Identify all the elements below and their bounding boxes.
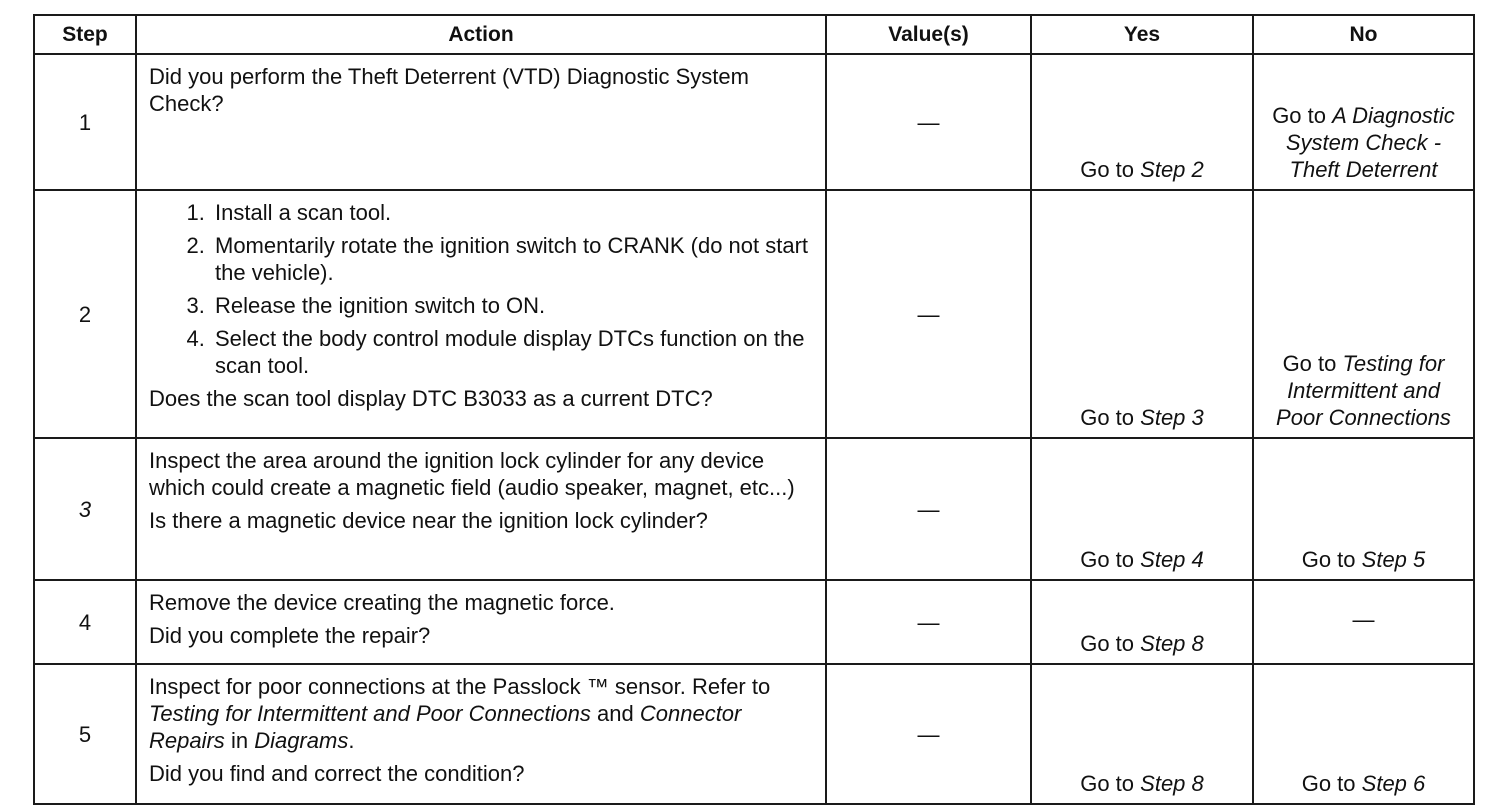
no-cell [1253,54,1474,190]
value-cell: — [826,580,1031,664]
step-number: 2 [34,190,136,438]
step-number: 1 [34,54,136,190]
value-cell: — [826,664,1031,804]
table-row [34,190,1474,438]
no-cell [1253,190,1474,438]
list-item: 4. Select the body control module display DTCs function on the scan tool. [211,325,815,379]
header-values: Value(s) [826,15,1031,54]
value-cell: — [826,190,1031,438]
action-cell [136,54,826,190]
yes-prefix: Go to [1080,547,1135,572]
table-row [34,438,1474,580]
no-link[interactable]: A Diagnostic System Check - Theft Deterrent [1285,103,1455,182]
yes-cell [1031,438,1253,580]
no-prefix: Go to [1282,351,1337,376]
no-prefix: Go to [1301,547,1356,572]
action-question: Did you find and correct the condition? [149,761,525,786]
diagnostic-table [33,14,1475,805]
step-number: 4 [34,580,136,664]
list-item: 2. Momentarily rotate the ignition switch to CRANK (do not start the vehicle). [211,232,815,286]
action-text-part: . [348,728,355,753]
action-text: Inspect the area around the ignition lock cylinder for any device which could create a magnetic field (audio speaker, magnet, etc...) [149,448,795,500]
header-no: No [1253,15,1474,54]
action-text: Remove the device creating the magnetic force. [149,590,615,615]
table-row [34,580,1474,664]
value-cell: — [826,54,1031,190]
yes-link[interactable]: Step 8 [1140,631,1204,656]
value-cell: — [826,438,1031,580]
yes-cell [1031,580,1253,664]
list-item: 3. Release the ignition switch to ON. [211,292,815,319]
yes-prefix: Go to [1080,157,1135,182]
no-cell [1253,664,1474,804]
yes-link[interactable]: Step 2 [1140,157,1204,182]
action-question: Does the scan tool display DTC B3033 as a current DTC? [149,386,713,411]
action-text: Did you perform the Theft Deterrent (VTD) Diagnostic System Check? [149,64,749,116]
yes-cell [1031,664,1253,804]
yes-prefix: Go to [1080,631,1135,656]
action-cell [136,190,826,438]
action-link[interactable]: Testing for Intermittent and Poor Connections [149,701,591,726]
action-text-part: in [230,728,249,753]
action-text-part: Inspect for poor connections at the Passlock ™ sensor. Refer to [149,674,771,699]
yes-cell [1031,54,1253,190]
table-row [34,54,1474,190]
no-link[interactable]: Step 6 [1361,771,1426,796]
table-row [34,664,1474,804]
yes-prefix: Go to [1080,771,1135,796]
no-link[interactable]: Step 5 [1361,547,1426,572]
action-question: Is there a magnetic device near the ignition lock cylinder? [149,508,708,533]
action-steps-list [149,199,815,379]
action-question: Did you complete the repair? [149,623,431,648]
no-prefix: Go to [1301,771,1356,796]
list-item: 1. Install a scan tool. [211,199,815,226]
yes-link[interactable]: Step 3 [1140,405,1204,430]
yes-prefix: Go to [1080,405,1135,430]
header-action: Action [136,15,826,54]
yes-cell [1031,190,1253,438]
table-header [34,15,1474,54]
no-cell: — [1253,580,1474,664]
step-number: 5 [34,664,136,804]
action-cell [136,438,826,580]
action-link[interactable]: Diagrams [254,728,349,753]
action-link[interactable]: Connector Repairs [149,701,742,753]
yes-link[interactable]: Step 4 [1140,547,1204,572]
action-cell [136,664,826,804]
action-text-part: and [597,701,634,726]
yes-link[interactable]: Step 8 [1140,771,1204,796]
action-text [149,673,815,754]
step-number: 3 [34,438,136,580]
no-cell [1253,438,1474,580]
header-step: Step [34,15,136,54]
no-prefix: Go to [1272,103,1326,128]
action-cell [136,580,826,664]
header-yes: Yes [1031,15,1253,54]
no-link[interactable]: Testing for Intermittent and Poor Connections [1276,351,1451,430]
